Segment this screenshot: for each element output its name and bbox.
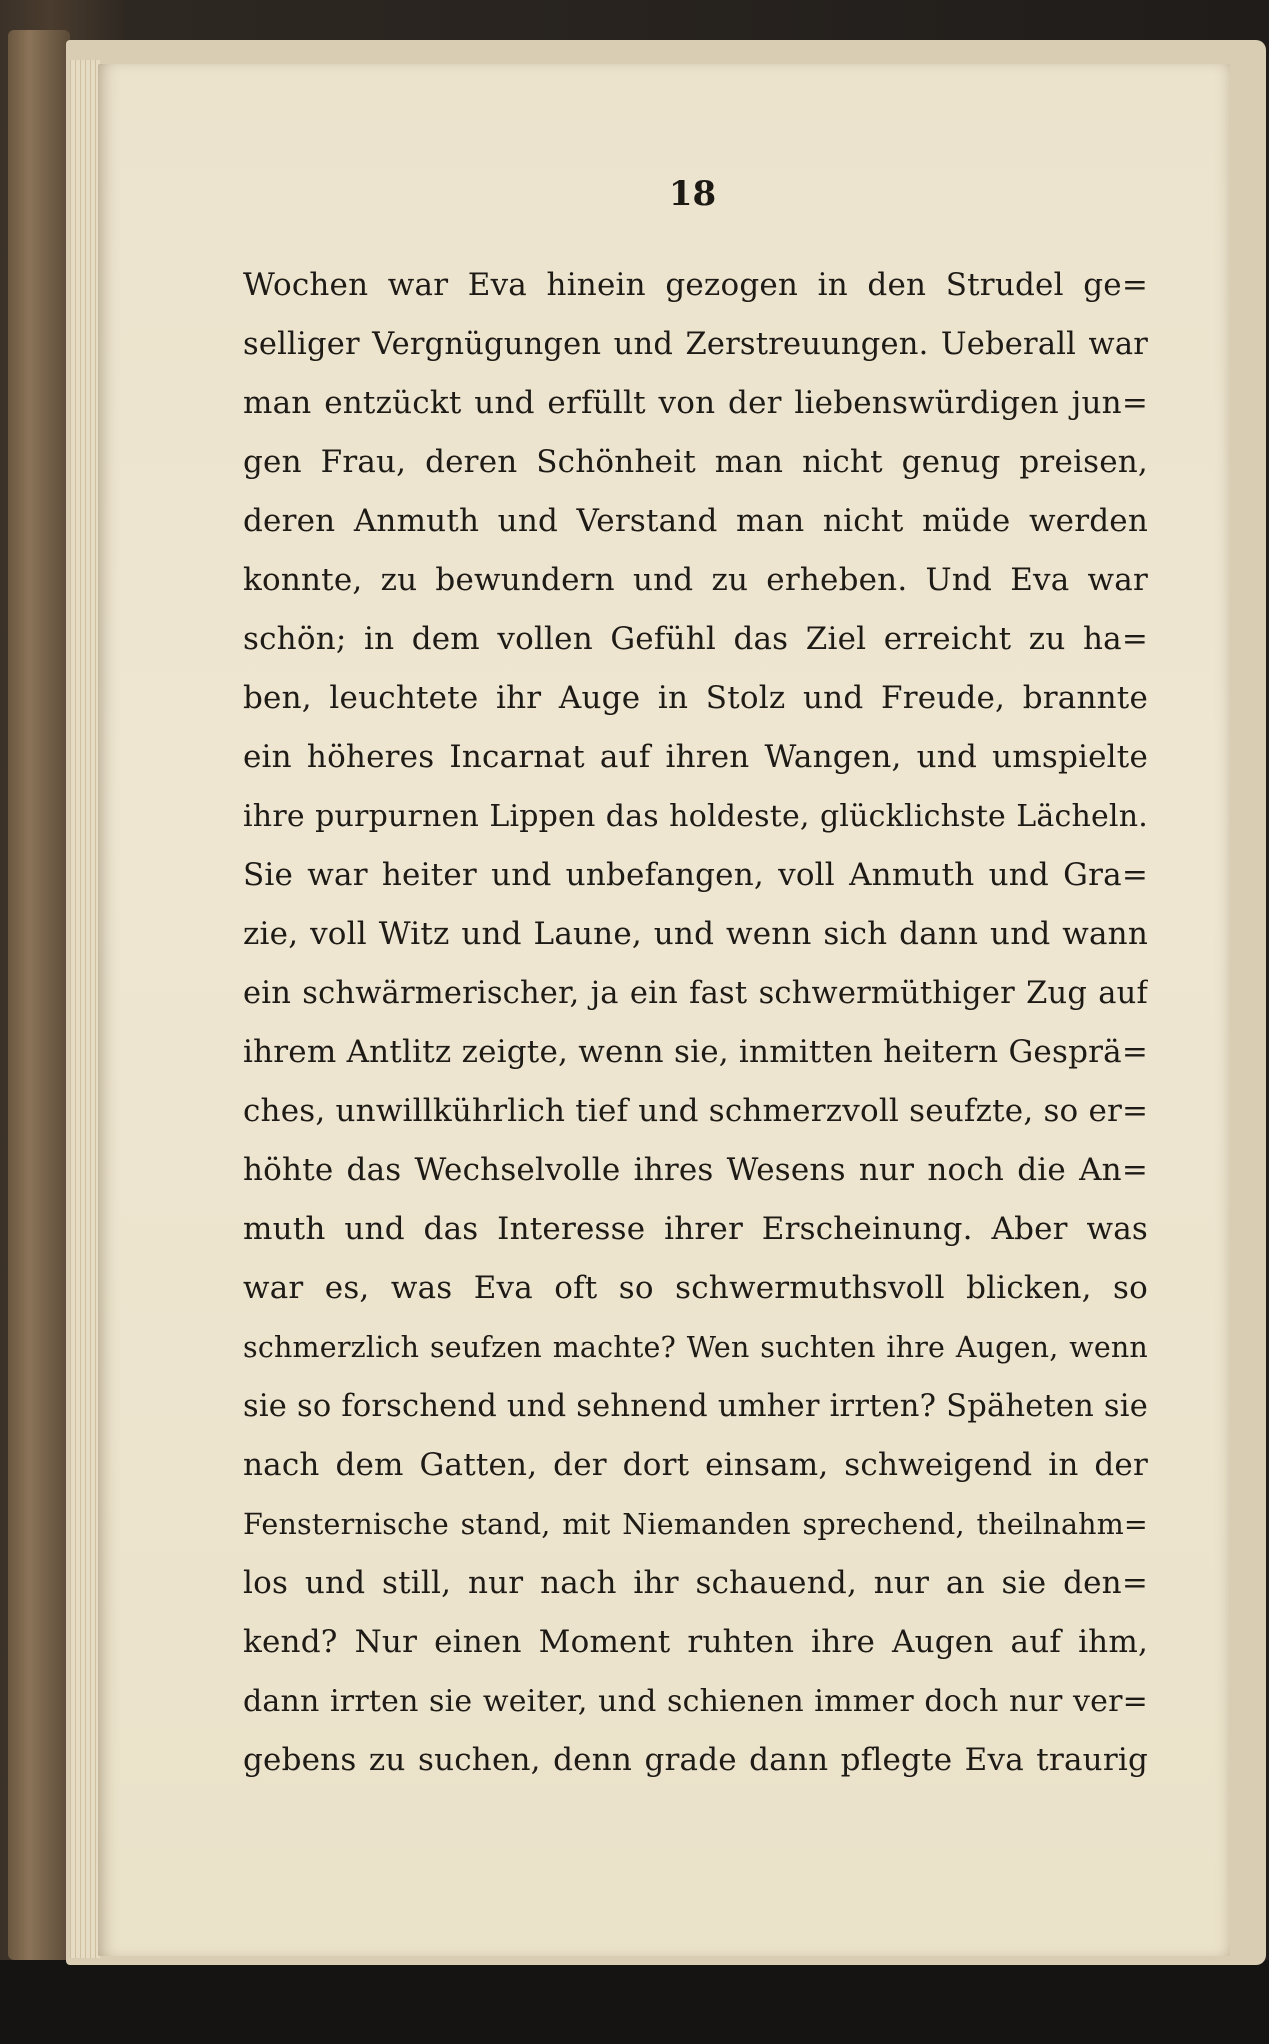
text-line: deren Anmuth und Verstand man nicht müde werden: [243, 503, 1148, 539]
text-line: schmerzlich seufzen machte? Wen suchten ihre Augen, wenn: [243, 1331, 1148, 1364]
text-line: konnte, zu bewundern und zu erheben. Und Eva war: [243, 562, 1148, 598]
text-line: Sie war heiter und unbefangen, voll Anmuth und Gra=: [243, 857, 1148, 893]
text-line: war es, was Eva oft so schwermuthsvoll blicken, so: [243, 1270, 1148, 1306]
text-line: Wochen war Eva hinein gezogen in den Strudel ge=: [243, 267, 1148, 303]
text-line: selliger Vergnügungen und Zerstreuungen. Ueberall war: [243, 327, 1148, 362]
text-line: sie so forschend und sehnend umher irrten? Späheten sie: [243, 1389, 1148, 1424]
text-line: muth und das Interesse ihrer Erscheinung. Aber was: [243, 1211, 1148, 1247]
binding-edge: [8, 30, 70, 1960]
text-line: zie, voll Witz und Laune, und wenn sich dann und wann: [243, 916, 1148, 952]
text-line: höhte das Wechselvolle ihres Wesens nur noch die An=: [243, 1152, 1148, 1188]
text-line: man entzückt und erfüllt von der liebenswürdigen jun=: [243, 385, 1148, 421]
text-line: Fensternische stand, mit Niemanden sprechend, theilnahm=: [243, 1508, 1148, 1541]
text-line: nach dem Gatten, der dort einsam, schweigend in der: [243, 1447, 1148, 1483]
text-line: schön; in dem vollen Gefühl das Ziel erreicht zu ha=: [243, 621, 1148, 657]
page-text: [243, 256, 1148, 1790]
page-number: 18: [668, 174, 717, 214]
text-line: ben, leuchtete ihr Auge in Stolz und Freude, brannte: [243, 680, 1148, 716]
text-line: gebens zu suchen, denn grade dann pflegte Eva traurig: [243, 1742, 1148, 1778]
text-line: ches, unwillkührlich tief und schmerzvoll seufzte, so er=: [243, 1093, 1148, 1129]
text-line: gen Frau, deren Schönheit man nicht genug preisen,: [243, 444, 1148, 480]
book-cover-bottom: [0, 1960, 1269, 2044]
page-gutter: [70, 60, 100, 1958]
text-line: ihre purpurnen Lippen das holdeste, glücklichste Lächeln.: [243, 799, 1148, 834]
text-line: dann irrten sie weiter, und schienen immer doch nur ver=: [243, 1684, 1148, 1719]
text-line: ein schwärmerischer, ja ein fast schwermüthiger Zug auf: [243, 976, 1148, 1011]
text-line: kend? Nur einen Moment ruhten ihre Augen auf ihm,: [243, 1624, 1148, 1660]
text-line: ein höheres Incarnat auf ihren Wangen, und umspielte: [243, 739, 1148, 775]
text-line: ihrem Antlitz zeigte, wenn sie, inmitten heitern Gesprä=: [243, 1034, 1148, 1070]
text-line: los und still, nur nach ihr schauend, nur an sie den=: [243, 1565, 1148, 1601]
